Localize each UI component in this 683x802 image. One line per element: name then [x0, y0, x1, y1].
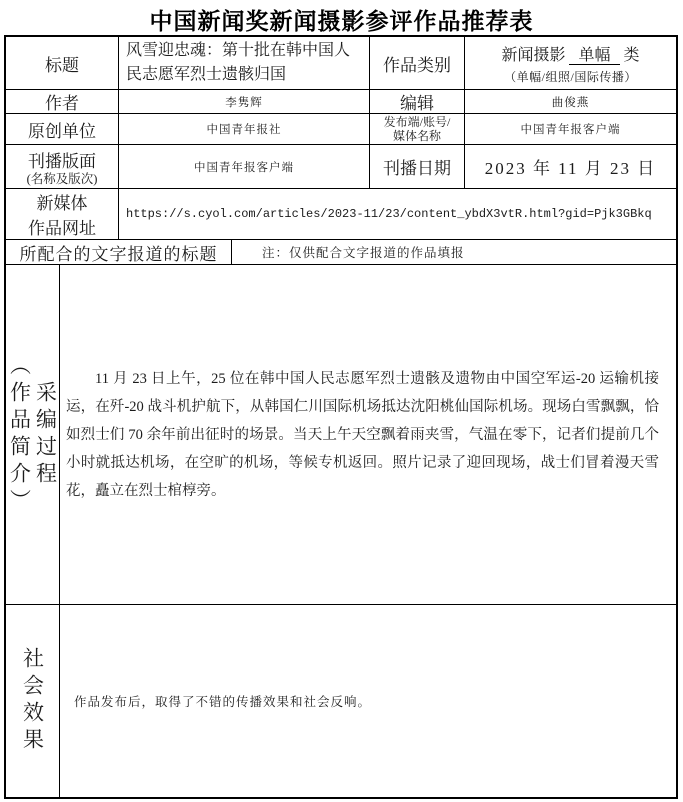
url-label-line2: 作品网址: [28, 219, 96, 238]
url-value: https://s.cyol.com/articles/2023-11/23/content_ybdX3vtR.html?gid=Pjk3GBkq: [126, 207, 652, 221]
effect-content: 作品发布后，取得了不错的传播效果和社会反响。: [74, 695, 372, 709]
row-effect: [6, 605, 676, 797]
process-content: 11 月 23 日上午，25 位在韩中国人民志愿军烈士遗骸及遗物由中国空军运-20 运输机接运，在歼-20 战斗机护航下，从韩国仁川国际机场抵达沈阳桃仙国际机场。现场白雪飘飘，恰如烈士们 70 余年前出征时的场景。当天上午天空飘着雨夹雪，气温在零下，记者们提前几个小时就抵达机场，在空旷的机场，等候专机返回。照片记录了迎回现场，战士们冒着漫天雪花，矗立在烈士棺椁旁。: [66, 370, 659, 499]
effect-label: [6, 605, 60, 797]
platform-label: [370, 114, 465, 144]
recommendation-form-table: [4, 35, 678, 799]
publish-date-label: 刊播日期: [370, 145, 465, 188]
category-label: 作品类别: [370, 37, 465, 89]
publish-date-value: 2023 年 11 月 23 日: [484, 159, 657, 178]
text-report-label: 所配合的文字报道的标题: [6, 240, 232, 264]
row-url: [6, 189, 676, 240]
process-label-sub: （作品简介）: [7, 353, 32, 516]
url-label-line1: 新媒体: [36, 194, 88, 213]
category-selected: 单幅: [569, 47, 619, 65]
category-options: （单幅/组照/国际传播）: [504, 69, 637, 84]
row-publish: [6, 145, 676, 189]
platform-label-line2: 媒体名称: [392, 129, 441, 143]
org-label: 原创单位: [6, 114, 119, 144]
author-value: 李隽辉: [119, 90, 370, 113]
title-value: 风雪迎忠魂：第十批在韩中国人民志愿军烈士遗骸归国: [119, 37, 370, 89]
effect-label-text: 社会效果: [20, 647, 45, 755]
category-line: [465, 42, 676, 65]
row-title: [6, 37, 676, 90]
effect-label-vertical: [20, 647, 46, 755]
process-label-main: 采编过程: [33, 380, 58, 489]
row-organization: [6, 114, 676, 145]
platform-label-line1: 发布端/账号/: [383, 115, 451, 129]
title-label: 标题: [6, 37, 119, 89]
author-label: 作者: [6, 90, 119, 113]
publish-page-label-sub: (名称及版次): [26, 172, 98, 186]
category-prefix: 新闻摄影: [501, 46, 566, 64]
editor-value: 曲俊燕: [551, 96, 590, 109]
row-text-report: [6, 240, 676, 265]
editor-label: 编辑: [370, 90, 465, 113]
category-value: [465, 37, 676, 89]
publish-page-label: [6, 145, 119, 188]
url-label: [6, 189, 119, 239]
process-label: [6, 265, 60, 604]
process-label-vertical: [7, 354, 59, 516]
row-author: [6, 90, 676, 114]
org-value: 中国青年报社: [119, 114, 370, 144]
category-suffix: 类: [623, 46, 640, 64]
publish-page-label-main: 刊播版面: [28, 152, 96, 171]
publish-page-value: 中国青年报客户端: [119, 145, 370, 188]
text-report-note: 注：仅供配合文字报道的作品填报: [262, 246, 465, 260]
platform-value: 中国青年报客户端: [520, 124, 621, 136]
row-process: [6, 265, 676, 605]
page-title: 中国新闻奖新闻摄影参评作品推荐表: [149, 8, 534, 34]
